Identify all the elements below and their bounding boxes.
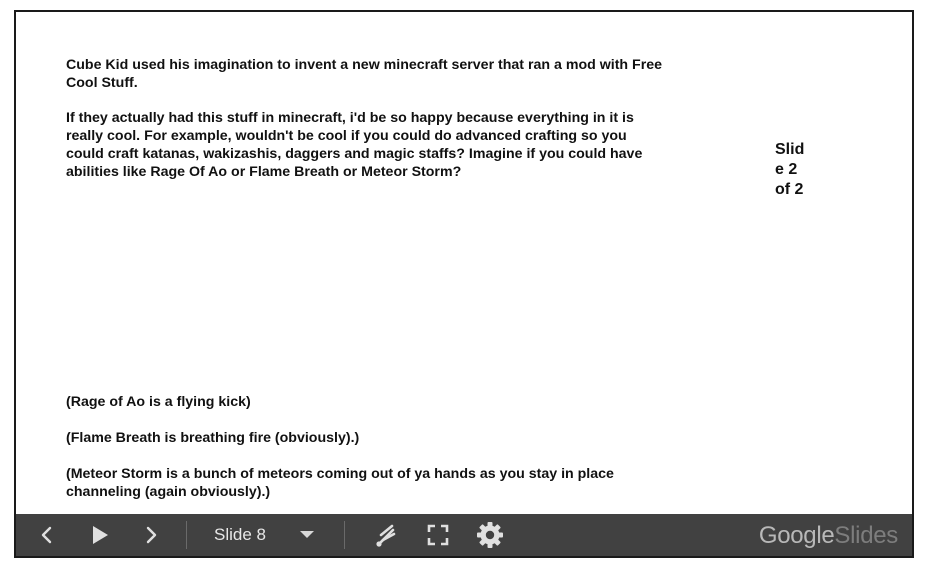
note-line: (Rage of Ao is a flying kick) (66, 394, 251, 410)
caret-down-icon (300, 531, 314, 539)
gear-icon (475, 520, 505, 550)
opinion-paragraph: If they actually had this stuff in minecraft, i'd be so happy because everything in it is really cool. For example, wouldn't be cool if you could do advanced crafting so you could craft katanas, wakizashis, daggers and magic staffs? Imagine if you could have abilities like Rage Of Ao or Flame Breath or Meteor Storm? (66, 110, 643, 180)
brand-product-text: Slides (834, 522, 898, 549)
slide-number-text (775, 140, 804, 200)
slide-canvas (16, 12, 912, 516)
note-line: (Meteor Storm is a bunch of meteors coming out of ya hands as you stay in place channeling (again obviously).) (66, 466, 614, 500)
intro-paragraph: Cube Kid used his imagination to invent a new minecraft server that ran a mod with Free Cool Stuff. (66, 57, 662, 91)
slide-number-line: Slid (775, 141, 805, 158)
chevron-left-icon (40, 525, 54, 545)
slide-number-line: e 2 (775, 161, 798, 178)
settings-button[interactable] (474, 514, 506, 556)
toolbar-divider (186, 521, 187, 549)
note-line: (Flame Breath is breathing fire (obviously).) (66, 430, 360, 446)
google-slides-logo (759, 522, 898, 550)
slide-selector[interactable] (206, 514, 330, 556)
ability-notes (66, 375, 666, 519)
next-slide-button[interactable] (138, 514, 164, 556)
fullscreen-button[interactable] (424, 514, 452, 556)
laser-pointer-button[interactable] (372, 514, 400, 556)
previous-slide-button[interactable] (34, 514, 60, 556)
presentation-toolbar (16, 514, 912, 556)
play-icon (91, 525, 109, 545)
slide-selector-label: Slide 8 (214, 525, 266, 544)
fullscreen-icon (427, 524, 449, 546)
presentation-frame (14, 10, 914, 558)
laser-pointer-icon (375, 522, 397, 548)
toolbar-divider (344, 521, 345, 549)
chevron-right-icon (144, 525, 158, 545)
brand-google-text: Google (758, 522, 835, 549)
slide-number-line: of 2 (775, 181, 804, 198)
play-button[interactable] (86, 514, 114, 556)
